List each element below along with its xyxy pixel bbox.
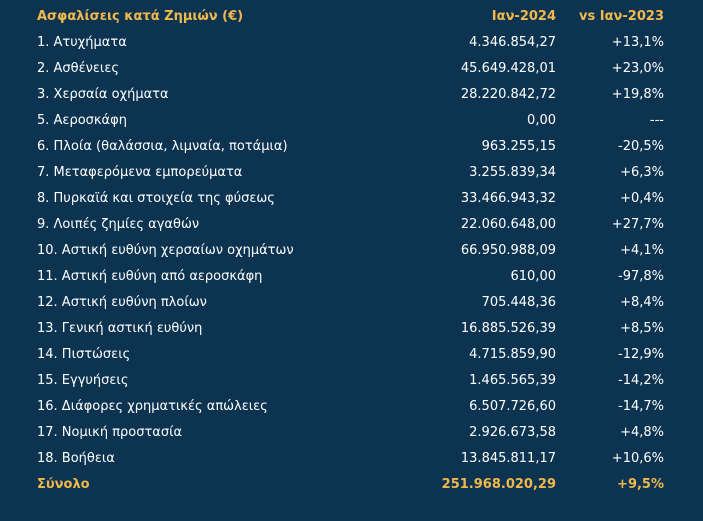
row-change: +13,1% — [611, 35, 664, 50]
table-row — [0, 446, 703, 472]
row-change: -97,8% — [618, 269, 664, 284]
row-category: 6. Πλοία (θαλάσσια, λιμναία, ποτάμια) — [37, 139, 288, 154]
table-row — [0, 186, 703, 212]
table-row — [0, 108, 703, 134]
total-row — [0, 472, 703, 498]
row-change: +0,4% — [620, 191, 664, 206]
row-change: +19,8% — [611, 87, 664, 102]
table-row — [0, 56, 703, 82]
row-category: 15. Εγγυήσεις — [37, 373, 129, 388]
total-change: +9,5% — [617, 477, 664, 492]
row-category: 17. Νομική προστασία — [37, 425, 183, 440]
row-value: 28.220.842,72 — [460, 87, 556, 102]
row-category: 13. Γενική αστική ευθύνη — [37, 321, 203, 336]
table-row — [0, 134, 703, 160]
total-label: Σύνολο — [37, 477, 90, 492]
row-change: -14,2% — [618, 373, 664, 388]
row-change: +8,4% — [620, 295, 664, 310]
row-value: 66.950.988,09 — [460, 243, 556, 258]
row-category: 7. Μεταφερόμενα εμπορεύματα — [37, 165, 243, 180]
row-change: +23,0% — [611, 61, 664, 76]
row-change: -12,9% — [618, 347, 664, 362]
row-category: 2. Ασθένειες — [37, 61, 119, 76]
row-value: 4.346.854,27 — [469, 35, 556, 50]
row-value: 705.448,36 — [481, 295, 556, 310]
row-category: 11. Αστική ευθύνη από αεροσκάφη — [37, 269, 263, 284]
row-change: +8,5% — [620, 321, 664, 336]
total-value: 251.968.020,29 — [441, 477, 556, 492]
row-value: 610,00 — [510, 269, 556, 284]
header-period: Ιαν-2024 — [491, 9, 556, 24]
table-row — [0, 342, 703, 368]
table-row — [0, 368, 703, 394]
row-category: 5. Αεροσκάφη — [37, 113, 127, 128]
row-category: 16. Διάφορες χρηματικές απώλειες — [37, 399, 268, 414]
row-change: +27,7% — [611, 217, 664, 232]
table-row — [0, 264, 703, 290]
table-row — [0, 212, 703, 238]
row-category: 12. Αστική ευθύνη πλοίων — [37, 295, 207, 310]
table-row — [0, 420, 703, 446]
row-value: 6.507.726,60 — [469, 399, 556, 414]
row-change: +6,3% — [620, 165, 664, 180]
row-value: 45.649.428,01 — [460, 61, 556, 76]
row-value: 963.255,15 — [481, 139, 556, 154]
header-category: Ασφαλίσεις κατά Ζημιών (€) — [37, 9, 244, 24]
row-change: +4,1% — [620, 243, 664, 258]
row-value: 13.845.811,17 — [460, 451, 556, 466]
row-change: -20,5% — [618, 139, 664, 154]
row-category: 14. Πιστώσεις — [37, 347, 131, 362]
row-value: 2.926.673,58 — [469, 425, 556, 440]
row-category: 18. Βοήθεια — [37, 451, 115, 466]
row-value: 1.465.565,39 — [469, 373, 556, 388]
row-change: +4,8% — [620, 425, 664, 440]
row-value: 0,00 — [527, 113, 556, 128]
row-value: 4.715.859,90 — [469, 347, 556, 362]
row-change: +10,6% — [611, 451, 664, 466]
row-value: 33.466.943,32 — [460, 191, 556, 206]
table-row — [0, 290, 703, 316]
table-row — [0, 30, 703, 56]
table-row — [0, 82, 703, 108]
row-value: 3.255.839,34 — [469, 165, 556, 180]
row-value: 22.060.648,00 — [460, 217, 556, 232]
row-value: 16.885.526,39 — [460, 321, 556, 336]
row-category: 1. Ατυχήματα — [37, 35, 127, 50]
table-row — [0, 160, 703, 186]
header-comparison: vs Ιαν-2023 — [579, 9, 664, 24]
table-header — [0, 4, 703, 30]
table-row — [0, 394, 703, 420]
row-category: 9. Λοιπές ζημίες αγαθών — [37, 217, 200, 232]
row-category: 8. Πυρκαϊά και στοιχεία της φύσεως — [37, 191, 275, 206]
table-row — [0, 238, 703, 264]
table-row — [0, 316, 703, 342]
row-change: -14,7% — [618, 399, 664, 414]
row-change: --- — [649, 113, 664, 128]
row-category: 3. Χερσαία οχήματα — [37, 87, 169, 102]
row-category: 10. Αστική ευθύνη χερσαίων οχημάτων — [37, 243, 294, 258]
